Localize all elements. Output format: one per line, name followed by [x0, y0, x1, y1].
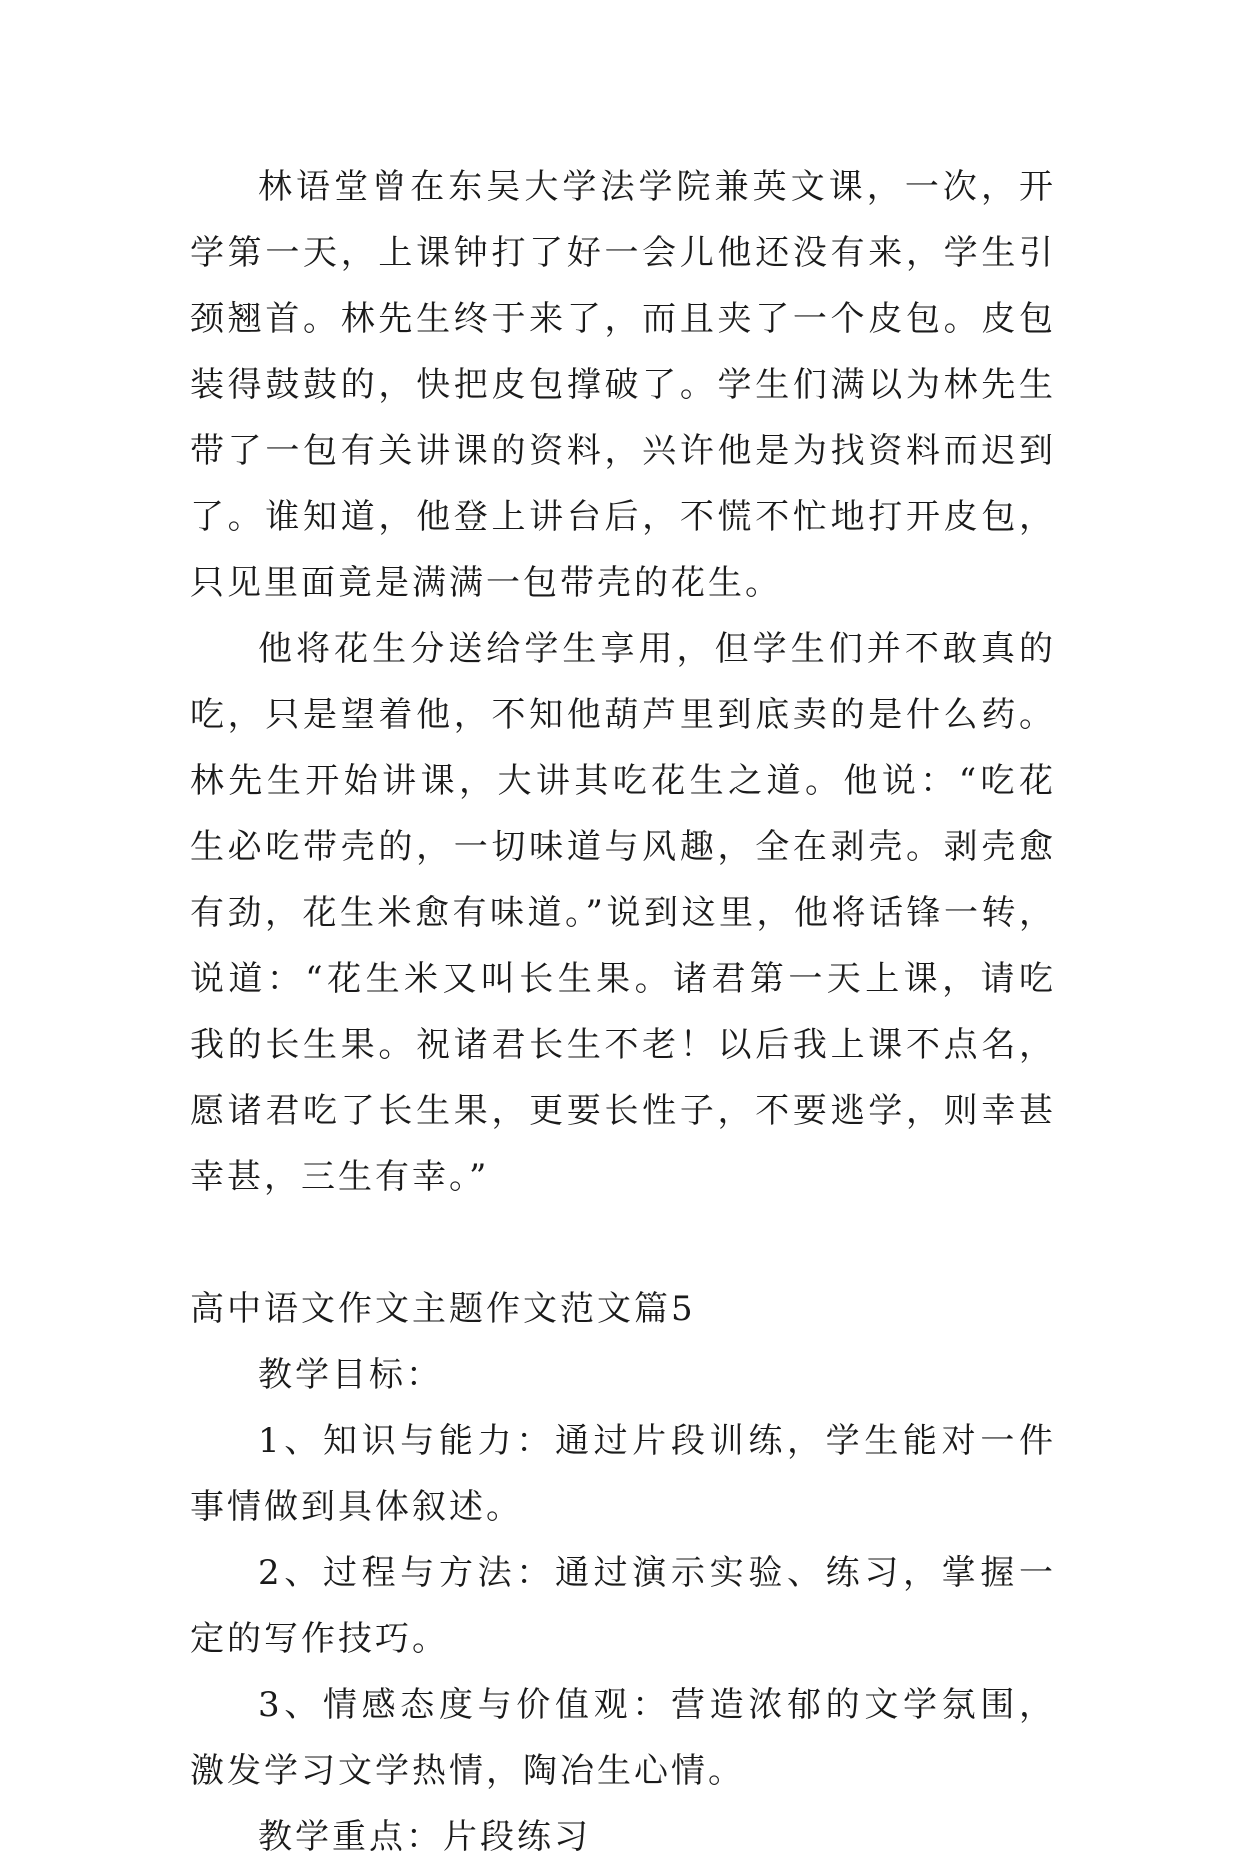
- paragraph-lin-yutang-story: 林语堂曾在东吴大学法学院兼英文课，一次，开学第一天，上课钟打了好一会儿他还没有来，学生引颈翘首。林先生终于来了，而且夹了一个皮包。皮包装得鼓鼓的，快把皮包撑破了。学生们满以为林先生带了一包有关讲课的资料，兴许他是为找资料而迟到了。谁知道，他登上讲台后，不慌不忙地打开皮包，只见里面竟是满满一包带壳的花生。: [190, 167, 1056, 603]
- section-heading: 高中语文作文主题作文范文篇5: [190, 1289, 696, 1329]
- teaching-goals-title: 教学目标：: [258, 1355, 443, 1395]
- goal-emotion-values: 3、情感态度与价值观：营造浓郁的文学氛围，激发学习文学热情，陶冶生心情。: [190, 1685, 1056, 1791]
- teaching-focus: 教学重点：片段练习: [258, 1817, 591, 1857]
- paragraph-peanut-lecture: 他将花生分送给学生享用，但学生们并不敢真的吃，只是望着他，不知他葫芦里到底卖的是什么药。林先生开始讲课，大讲其吃花生之道。他说：“吃花生必吃带壳的，一切味道与风趣，全在剥壳。剥壳愈有劲，花生米愈有味道。”说到这里，他将话锋一转，说道：“花生米又叫长生果。诸君第一天上课，请吃我的长生果。祝诸君长生不老！以后我上课不点名，愿诸君吃了长生果，更要长性子，不要逃学，则幸甚幸甚，三生有幸。”: [190, 629, 1056, 1197]
- goal-knowledge-ability: 1、知识与能力：通过片段训练，学生能对一件事情做到具体叙述。: [190, 1421, 1056, 1527]
- document-body: [190, 154, 1056, 1870]
- goal-process-method: 2、过程与方法：通过演示实验、练习，掌握一定的写作技巧。: [190, 1553, 1056, 1659]
